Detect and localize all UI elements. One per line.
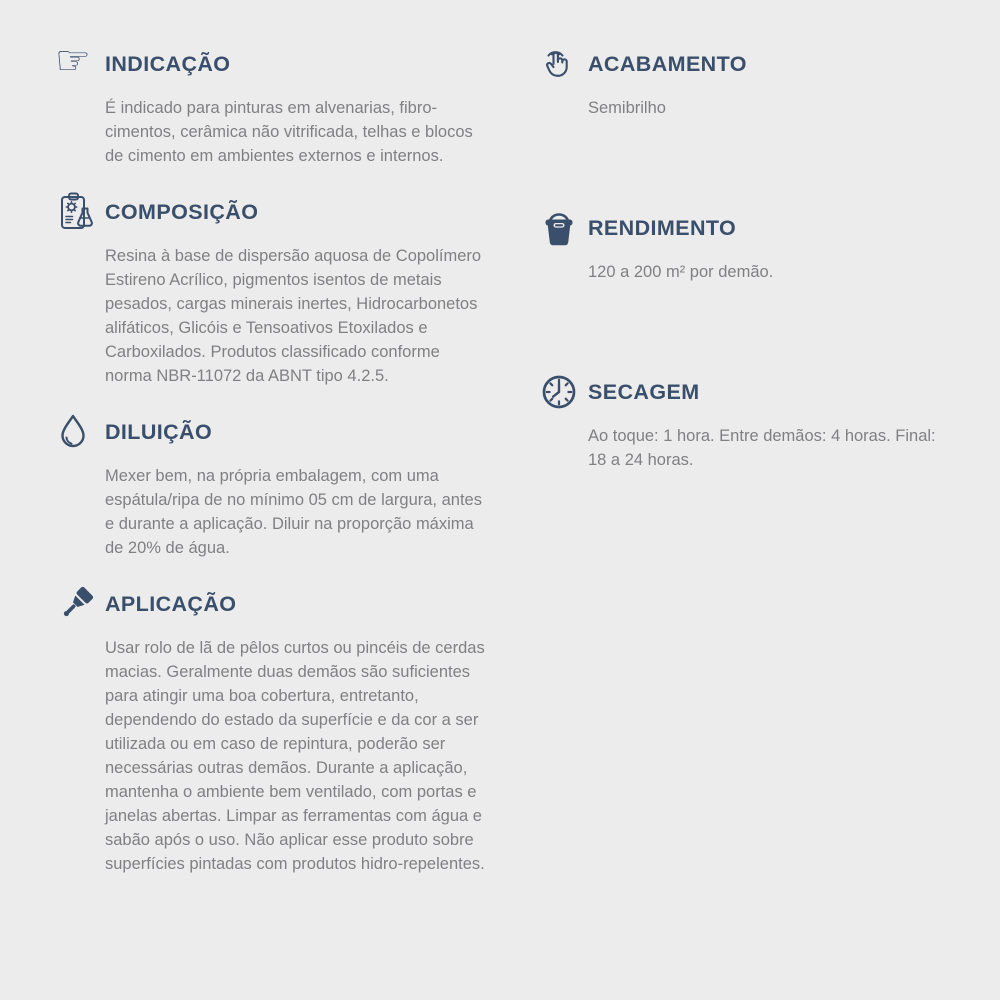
section-aplicacao (55, 582, 500, 876)
paint-bucket-icon (538, 206, 588, 250)
section-rendimento (538, 206, 978, 284)
section-diluicao (55, 410, 500, 560)
section-secagem (538, 370, 978, 472)
right-column (538, 0, 978, 558)
section-header (538, 206, 978, 250)
section-title: COMPOSIÇÃO (105, 199, 259, 224)
section-body: Resina à base de dispersão aquosa de Copolímero Estireno Acrílico, pigmentos isentos de metais pesados, cargas minerais inertes, Hidrocarbonetos alifáticos, Glicóis e Tensoativos Etoxilados e Carboxilados. Produtos classificado conforme norma NBR-11072 da ABNT tipo 4.2.5. (105, 247, 482, 385)
section-header (538, 42, 978, 86)
section-title: DILUIÇÃO (105, 419, 213, 444)
section-body: 120 a 200 m² por demão. (588, 263, 774, 281)
section-title: APLICAÇÃO (105, 591, 237, 616)
section-body: Mexer bem, na própria embalagem, com uma espátula/ripa de no mínimo 05 cm de largura, antes e durante a aplicação. Diluir na proporção máxima de 20% de água. (105, 467, 482, 557)
clock-icon (538, 370, 588, 414)
section-header (55, 582, 500, 626)
paint-brush-icon (55, 582, 105, 626)
section-title: ACABAMENTO (588, 51, 747, 76)
water-drop-icon (55, 410, 105, 454)
section-header (55, 190, 500, 234)
section-acabamento (538, 42, 978, 120)
section-indicacao (55, 38, 500, 168)
section-header (55, 410, 500, 454)
section-title: RENDIMENTO (588, 215, 737, 240)
pointing-hand-icon: ☞ (55, 38, 91, 84)
tap-finger-icon (538, 42, 588, 86)
left-column (55, 0, 500, 898)
section-title: INDICAÇÃO (105, 51, 231, 76)
section-composicao (55, 190, 500, 388)
section-body: É indicado para pinturas em alvenarias, fibro-cimentos, cerâmica não vitrificada, telhas e blocos de cimento em ambientes externos e internos. (105, 99, 473, 165)
clipboard-flask-icon (55, 190, 105, 234)
section-header (538, 370, 978, 414)
section-body: Semibrilho (588, 99, 666, 117)
section-header (55, 38, 500, 86)
section-title: SECAGEM (588, 379, 700, 404)
section-body: Usar rolo de lã de pêlos curtos ou pincéis de cerdas macias. Geralmente duas demãos são suficientes para atingir uma boa cobertura, entretanto, dependendo do estado da superfície e da cor a ser utilizada ou em caso de repintura, poderão ser necessárias outras demãos. Durante a aplicação, mantenha o ambiente bem ventilado, com portas e janelas abertas. Limpar as ferramentas com água e sabão após o uso. Não aplicar esse produto sobre superfícies pintadas com produtos hidro-repelentes. (105, 639, 485, 873)
section-body: Ao toque: 1 hora. Entre demãos: 4 horas. Final: 18 a 24 horas. (588, 427, 936, 469)
